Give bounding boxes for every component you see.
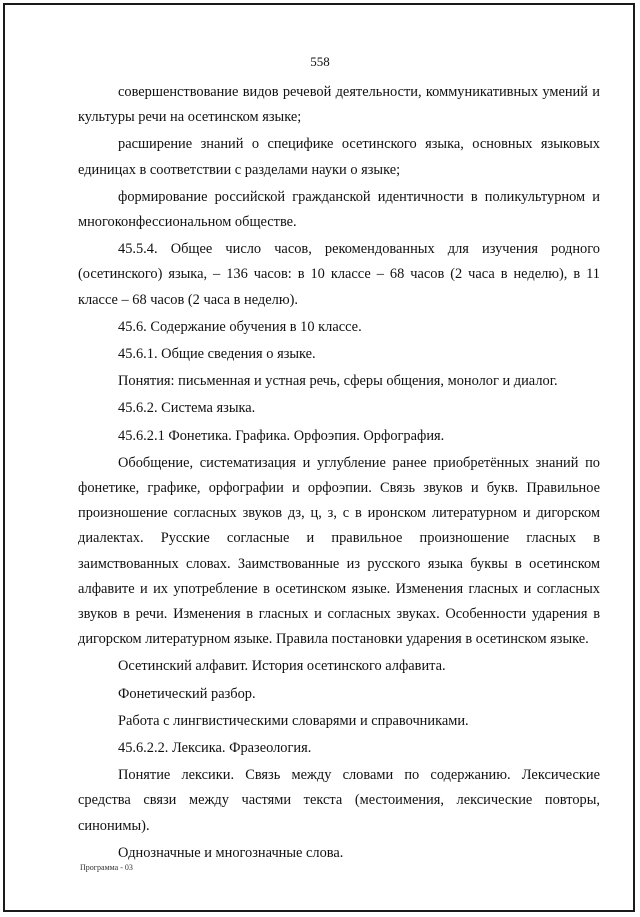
section-heading: 45.6. Содержание обучения в 10 классе. — [118, 318, 362, 335]
paragraph: Понятия: письменная и устная речь, сферы общения, монолог и диалог. — [118, 373, 558, 390]
paragraph: Работа с лингвистическими словарями и справочниками. — [118, 712, 469, 729]
paragraph: Обобщение, систематизация и углубление ранее приобретённых знаний по фонетике, графике, орфографии и орфоэпии. Связь звуков и букв. Правильное произношение согласных звуков дз, ц, з, с в иронском литературном и дигорском диалектах. Русские согласные и правильное произношение гласных в заимствованных словах. Заимствованные из русского языка буквы в осетинском алфавите и их употребление в осетинском языке. Изменения гласных и согласных звуков в речи. Изменения в гласных и согласных звуках. Особенности ударения в дигорском литературном языке. Правила постановки ударения в осетинском языке. — [78, 454, 600, 648]
paragraph: расширение знаний о специфике осетинского языка, основных языковых единицах в соответствии с разделами науки о языке; — [78, 136, 600, 178]
paragraph: формирование российской гражданской идентичности в поликультурном и многоконфессиональном обществе. — [78, 188, 600, 231]
section-heading: 45.6.2.2. Лексика. Фразеология. — [118, 740, 312, 757]
paragraph: Понятие лексики. Связь между словами по содержанию. Лексические средства связи между частями текста (местоимения, лексические повторы, синонимы). — [78, 767, 600, 834]
paragraph: Однозначные и многозначные слова. — [118, 844, 344, 861]
section-heading: 45.6.2.1 Фонетика. Графика. Орфоэпия. Орфография. — [118, 427, 445, 444]
paragraph: Осетинский алфавит. История осетинского алфавита. — [118, 658, 446, 675]
document-body — [78, 80, 600, 866]
section-heading: 45.6.1. Общие сведения о языке. — [118, 346, 316, 363]
section-heading: 45.6.2. Система языка. — [118, 400, 256, 417]
paragraph: 45.5.4. Общее число часов, рекомендованных для изучения родного (осетинского) языка, – 136 часов: в 10 классе – 68 часов (2 часа в неделю), в 11 классе – 68 часов (2 часа в неделю). — [78, 241, 600, 308]
page-number: 558 — [310, 54, 330, 69]
footer-label: Программа - 03 — [80, 863, 133, 872]
paragraph: совершенствование видов речевой деятельности, коммуникативных умений и культуры речи на осетинском языке; — [78, 84, 600, 126]
paragraph: Фонетический разбор. — [118, 685, 256, 702]
